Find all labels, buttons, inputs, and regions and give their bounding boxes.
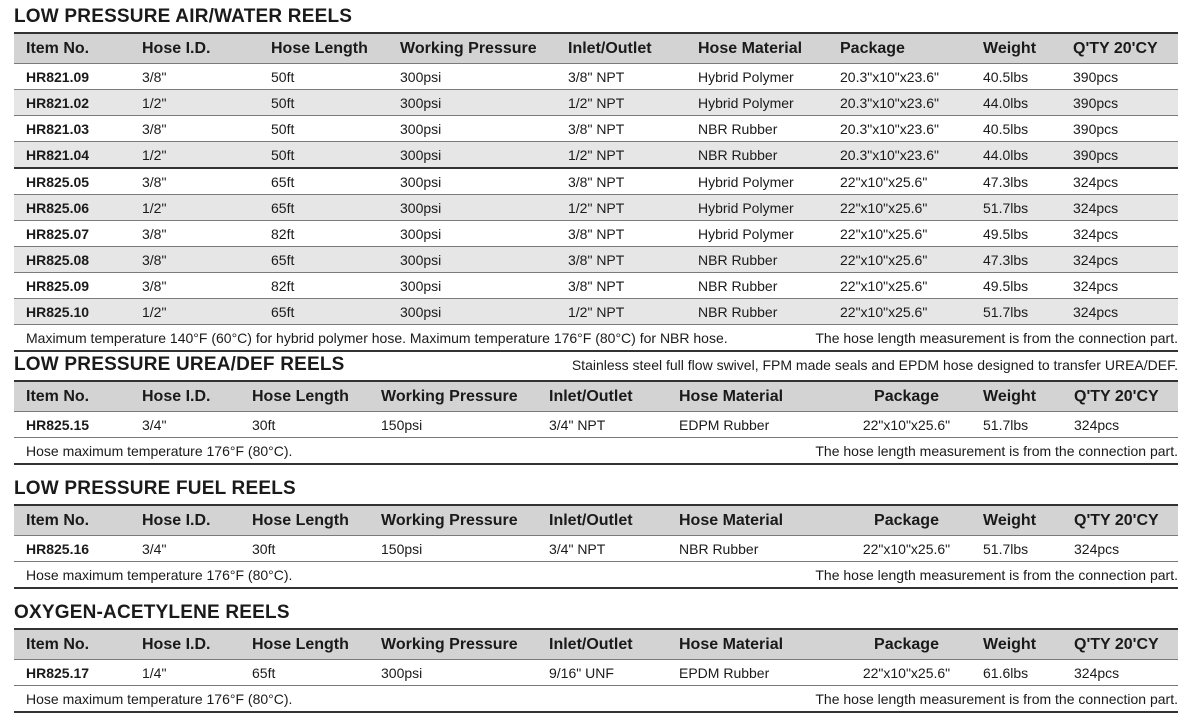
cell-working-pressure: 300psi	[388, 116, 556, 142]
header-hose-id: Hose I.D.	[130, 629, 240, 660]
footer-measurement-note: The hose length measurement is from the connection part.	[815, 566, 1178, 583]
cell-package: 22"x10"x25.6"	[828, 299, 971, 325]
cell-hose-length: 50ft	[259, 64, 388, 90]
cell-package: 22"x10"x25.6"	[828, 247, 971, 273]
cell-weight: 40.5lbs	[971, 64, 1061, 90]
header-hose-id: Hose I.D.	[130, 505, 240, 536]
cell-hose-id: 3/8"	[130, 116, 259, 142]
section-urea-def-reels	[14, 348, 1178, 472]
table-row	[14, 247, 1178, 273]
cell-hose-material: Hybrid Polymer	[686, 64, 828, 90]
footer-measurement-note: The hose length measurement is from the connection part.	[815, 690, 1178, 707]
cell-working-pressure: 300psi	[388, 90, 556, 116]
cell-item-no: HR821.09	[14, 64, 130, 90]
cell-qty: 390pcs	[1061, 116, 1178, 142]
cell-inlet-outlet: 9/16" UNF	[537, 660, 667, 686]
table-row	[14, 142, 1178, 169]
cell-item-no: HR825.15	[14, 412, 130, 438]
table-body	[14, 412, 1178, 438]
header-inlet-outlet: Inlet/Outlet	[556, 33, 686, 64]
cell-item-no: HR825.17	[14, 660, 130, 686]
cell-hose-length: 50ft	[259, 142, 388, 169]
header-working-pressure: Working Pressure	[369, 381, 537, 412]
cell-item-no: HR821.04	[14, 142, 130, 169]
cell-working-pressure: 300psi	[388, 142, 556, 169]
cell-item-no: HR821.02	[14, 90, 130, 116]
table-footer	[14, 562, 1178, 589]
section-title-text: LOW PRESSURE FUEL REELS	[14, 478, 296, 499]
cell-hose-id: 3/4"	[130, 412, 240, 438]
header-qty: Q'TY 20'CY	[1062, 381, 1178, 412]
cell-package: 22"x10"x25.6"	[828, 273, 971, 299]
cell-working-pressure: 300psi	[388, 273, 556, 299]
header-working-pressure: Working Pressure	[369, 505, 537, 536]
cell-hose-length: 65ft	[259, 247, 388, 273]
cell-inlet-outlet: 1/2" NPT	[556, 142, 686, 169]
header-inlet-outlet: Inlet/Outlet	[537, 629, 667, 660]
spec-sheet	[14, 0, 1178, 720]
cell-working-pressure: 300psi	[388, 195, 556, 221]
cell-hose-id: 1/2"	[130, 142, 259, 169]
cell-hose-material: EPDM Rubber	[667, 660, 842, 686]
cell-hose-length: 50ft	[259, 90, 388, 116]
cell-inlet-outlet: 3/8" NPT	[556, 247, 686, 273]
cell-item-no: HR825.09	[14, 273, 130, 299]
table-footer	[14, 438, 1178, 465]
header-item-no: Item No.	[14, 381, 130, 412]
cell-hose-id: 1/2"	[130, 299, 259, 325]
cell-hose-length: 65ft	[240, 660, 369, 686]
table-row	[14, 90, 1178, 116]
header-qty: Q'TY 20'CY	[1062, 629, 1178, 660]
spec-table	[14, 504, 1178, 589]
cell-package: 22"x10"x25.6"	[828, 221, 971, 247]
header-weight: Weight	[971, 381, 1062, 412]
cell-hose-id: 1/2"	[130, 90, 259, 116]
cell-weight: 51.7lbs	[971, 195, 1061, 221]
cell-hose-id: 3/8"	[130, 168, 259, 195]
header-inlet-outlet: Inlet/Outlet	[537, 505, 667, 536]
cell-hose-length: 82ft	[259, 221, 388, 247]
cell-inlet-outlet: 3/8" NPT	[556, 64, 686, 90]
cell-hose-id: 1/4"	[130, 660, 240, 686]
table-row	[14, 195, 1178, 221]
spec-table	[14, 380, 1178, 465]
cell-package: 22"x10"x25.6"	[842, 412, 971, 438]
cell-package: 20.3"x10"x23.6"	[828, 116, 971, 142]
section-title	[14, 472, 1178, 504]
table-row	[14, 412, 1178, 438]
cell-hose-length: 50ft	[259, 116, 388, 142]
cell-qty: 324pcs	[1062, 536, 1178, 562]
cell-hose-material: Hybrid Polymer	[686, 90, 828, 116]
cell-inlet-outlet: 3/4" NPT	[537, 536, 667, 562]
cell-package: 20.3"x10"x23.6"	[828, 142, 971, 169]
cell-qty: 324pcs	[1061, 221, 1178, 247]
cell-working-pressure: 300psi	[388, 168, 556, 195]
header-package: Package	[842, 381, 971, 412]
table-body	[14, 64, 1178, 325]
header-hose-material: Hose Material	[667, 505, 842, 536]
header-package: Package	[842, 629, 971, 660]
cell-weight: 44.0lbs	[971, 90, 1061, 116]
header-hose-length: Hose Length	[240, 629, 369, 660]
cell-qty: 324pcs	[1061, 273, 1178, 299]
table-row	[14, 64, 1178, 90]
table-header	[14, 505, 1178, 536]
cell-hose-material: Hybrid Polymer	[686, 221, 828, 247]
table-row	[14, 116, 1178, 142]
cell-inlet-outlet: 3/4" NPT	[537, 412, 667, 438]
table-row	[14, 299, 1178, 325]
section-title-text: LOW PRESSURE AIR/WATER REELS	[14, 6, 353, 27]
header-hose-length: Hose Length	[240, 505, 369, 536]
cell-weight: 51.7lbs	[971, 299, 1061, 325]
header-package: Package	[842, 505, 971, 536]
header-item-no: Item No.	[14, 629, 130, 660]
cell-qty: 324pcs	[1061, 195, 1178, 221]
cell-item-no: HR825.07	[14, 221, 130, 247]
table-body	[14, 660, 1178, 686]
cell-inlet-outlet: 1/2" NPT	[556, 299, 686, 325]
table-row	[14, 273, 1178, 299]
footer-temperature-note: Hose maximum temperature 176°F (80°C).	[26, 442, 293, 459]
cell-hose-id: 3/8"	[130, 273, 259, 299]
header-hose-material: Hose Material	[667, 381, 842, 412]
cell-hose-id: 3/8"	[130, 247, 259, 273]
table-header	[14, 629, 1178, 660]
section-title	[14, 0, 1178, 32]
cell-hose-length: 82ft	[259, 273, 388, 299]
section-fuel-reels	[14, 472, 1178, 596]
cell-package: 22"x10"x25.6"	[828, 195, 971, 221]
cell-weight: 40.5lbs	[971, 116, 1061, 142]
cell-hose-length: 30ft	[240, 536, 369, 562]
cell-hose-material: NBR Rubber	[686, 247, 828, 273]
header-weight: Weight	[971, 629, 1062, 660]
cell-hose-material: Hybrid Polymer	[686, 195, 828, 221]
header-working-pressure: Working Pressure	[388, 33, 556, 64]
spec-table	[14, 32, 1178, 352]
header-qty: Q'TY 20'CY	[1061, 33, 1178, 64]
header-weight: Weight	[971, 505, 1062, 536]
table-row	[14, 660, 1178, 686]
section-note: Stainless steel full flow swivel, FPM made seals and EPDM hose designed to transfer UREA/DEF.	[571, 357, 1178, 373]
section-title	[14, 348, 1178, 380]
header-hose-material: Hose Material	[667, 629, 842, 660]
cell-item-no: HR825.16	[14, 536, 130, 562]
header-item-no: Item No.	[14, 505, 130, 536]
section-air-water-reels	[14, 0, 1178, 348]
cell-hose-length: 30ft	[240, 412, 369, 438]
footer-measurement-note: The hose length measurement is from the connection part.	[815, 329, 1178, 346]
cell-weight: 49.5lbs	[971, 221, 1061, 247]
cell-working-pressure: 300psi	[388, 299, 556, 325]
cell-hose-length: 65ft	[259, 168, 388, 195]
cell-hose-id: 3/8"	[130, 221, 259, 247]
cell-working-pressure: 150psi	[369, 536, 537, 562]
header-hose-length: Hose Length	[259, 33, 388, 64]
cell-item-no: HR825.10	[14, 299, 130, 325]
table-header	[14, 33, 1178, 64]
cell-qty: 324pcs	[1062, 660, 1178, 686]
cell-hose-material: NBR Rubber	[686, 142, 828, 169]
cell-hose-material: Hybrid Polymer	[686, 168, 828, 195]
cell-weight: 49.5lbs	[971, 273, 1061, 299]
cell-hose-length: 65ft	[259, 299, 388, 325]
table-footer	[14, 686, 1178, 713]
cell-hose-length: 65ft	[259, 195, 388, 221]
section-oxygen-acetylene-reels	[14, 596, 1178, 720]
cell-qty: 324pcs	[1061, 247, 1178, 273]
cell-qty: 390pcs	[1061, 64, 1178, 90]
cell-package: 22"x10"x25.6"	[828, 168, 971, 195]
cell-hose-id: 3/4"	[130, 536, 240, 562]
cell-package: 22"x10"x25.6"	[842, 536, 971, 562]
cell-hose-material: NBR Rubber	[667, 536, 842, 562]
cell-inlet-outlet: 1/2" NPT	[556, 90, 686, 116]
section-title-text: OXYGEN-ACETYLENE REELS	[14, 602, 290, 623]
cell-weight: 61.6lbs	[971, 660, 1062, 686]
header-hose-length: Hose Length	[240, 381, 369, 412]
header-hose-id: Hose I.D.	[130, 33, 259, 64]
header-hose-material: Hose Material	[686, 33, 828, 64]
cell-weight: 51.7lbs	[971, 412, 1062, 438]
cell-item-no: HR825.05	[14, 168, 130, 195]
cell-qty: 390pcs	[1061, 90, 1178, 116]
table-header	[14, 381, 1178, 412]
footer-temperature-note: Hose maximum temperature 176°F (80°C).	[26, 690, 293, 707]
cell-working-pressure: 150psi	[369, 412, 537, 438]
header-inlet-outlet: Inlet/Outlet	[537, 381, 667, 412]
cell-hose-material: EDPM Rubber	[667, 412, 842, 438]
cell-package: 20.3"x10"x23.6"	[828, 90, 971, 116]
header-qty: Q'TY 20'CY	[1062, 505, 1178, 536]
header-item-no: Item No.	[14, 33, 130, 64]
table-row	[14, 536, 1178, 562]
cell-working-pressure: 300psi	[388, 221, 556, 247]
cell-weight: 51.7lbs	[971, 536, 1062, 562]
cell-hose-id: 3/8"	[130, 64, 259, 90]
header-hose-id: Hose I.D.	[130, 381, 240, 412]
cell-weight: 44.0lbs	[971, 142, 1061, 169]
footer-measurement-note: The hose length measurement is from the connection part.	[815, 442, 1178, 459]
cell-weight: 47.3lbs	[971, 168, 1061, 195]
cell-hose-material: NBR Rubber	[686, 273, 828, 299]
footer-temperature-note: Maximum temperature 140°F (60°C) for hybrid polymer hose. Maximum temperature 176°F (80°C) for NBR hose.	[26, 329, 728, 346]
cell-weight: 47.3lbs	[971, 247, 1061, 273]
cell-item-no: HR825.08	[14, 247, 130, 273]
cell-inlet-outlet: 3/8" NPT	[556, 116, 686, 142]
section-title	[14, 596, 1178, 628]
cell-inlet-outlet: 3/8" NPT	[556, 221, 686, 247]
header-weight: Weight	[971, 33, 1061, 64]
cell-hose-material: NBR Rubber	[686, 299, 828, 325]
cell-package: 20.3"x10"x23.6"	[828, 64, 971, 90]
cell-qty: 390pcs	[1061, 142, 1178, 169]
cell-working-pressure: 300psi	[388, 247, 556, 273]
table-row	[14, 221, 1178, 247]
table-row	[14, 168, 1178, 195]
cell-package: 22"x10"x25.6"	[842, 660, 971, 686]
cell-qty: 324pcs	[1061, 168, 1178, 195]
cell-hose-material: NBR Rubber	[686, 116, 828, 142]
cell-working-pressure: 300psi	[388, 64, 556, 90]
header-working-pressure: Working Pressure	[369, 629, 537, 660]
cell-inlet-outlet: 3/8" NPT	[556, 168, 686, 195]
table-body	[14, 536, 1178, 562]
section-title-text: LOW PRESSURE UREA/DEF REELS	[14, 354, 345, 375]
cell-item-no: HR825.06	[14, 195, 130, 221]
cell-inlet-outlet: 1/2" NPT	[556, 195, 686, 221]
cell-qty: 324pcs	[1061, 299, 1178, 325]
cell-qty: 324pcs	[1062, 412, 1178, 438]
header-package: Package	[828, 33, 971, 64]
cell-working-pressure: 300psi	[369, 660, 537, 686]
cell-hose-id: 1/2"	[130, 195, 259, 221]
spec-table	[14, 628, 1178, 713]
footer-temperature-note: Hose maximum temperature 176°F (80°C).	[26, 566, 293, 583]
cell-item-no: HR821.03	[14, 116, 130, 142]
cell-inlet-outlet: 3/8" NPT	[556, 273, 686, 299]
